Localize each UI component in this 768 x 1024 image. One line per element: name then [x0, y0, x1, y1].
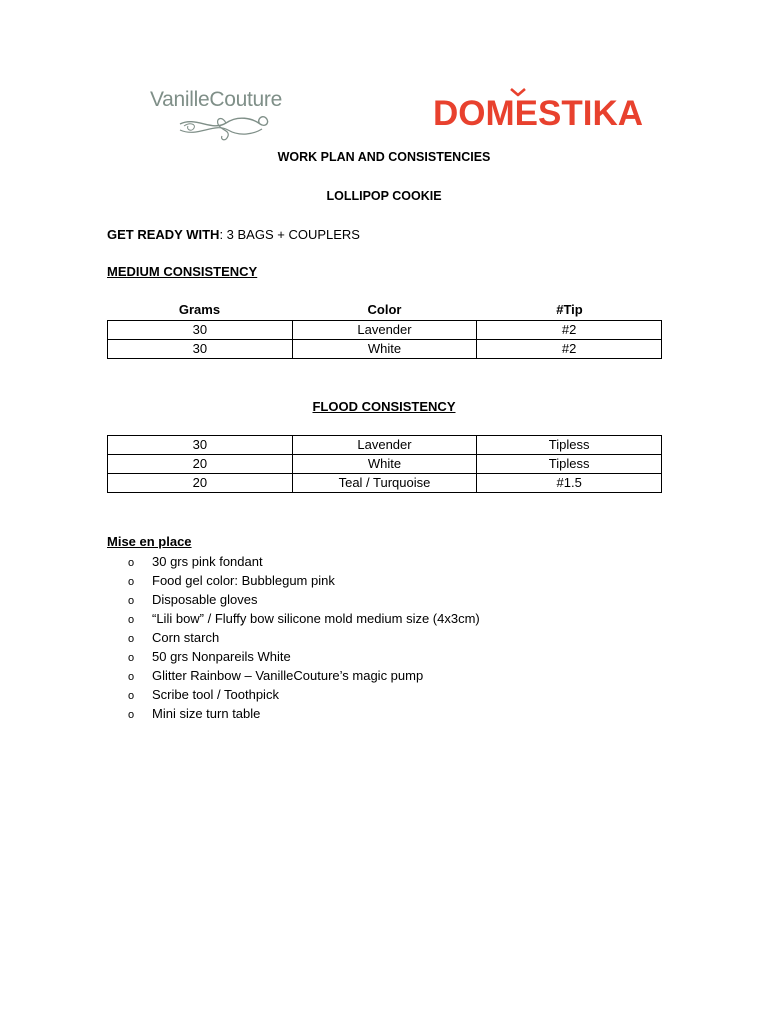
- flood-consistency-heading: FLOOD CONSISTENCY: [312, 399, 456, 414]
- grams-cell: 20: [108, 474, 293, 493]
- list-item: [128, 704, 480, 723]
- list-item-text: 50 grs Nonpareils White: [152, 649, 291, 664]
- grams-cell: 30: [108, 321, 293, 340]
- column-header-grams: Grams: [178, 302, 221, 317]
- page-title: WORK PLAN AND CONSISTENCIES: [277, 150, 491, 164]
- bullet-marker: o: [128, 652, 135, 664]
- mise-en-place-list: [128, 552, 480, 723]
- list-item-text: “Lili bow” / Fluffy bow silicone mold medium size (4x3cm): [152, 611, 480, 626]
- flood-consistency-table: [107, 435, 662, 493]
- domestika-logo: [433, 96, 643, 131]
- column-header-tip: #Tip: [556, 302, 583, 317]
- get-ready-line: [107, 227, 360, 242]
- get-ready-label: GET READY WITH: [107, 227, 220, 242]
- list-item: [128, 552, 480, 571]
- list-item-text: Mini size turn table: [152, 706, 261, 721]
- color-cell: Teal / Turquoise: [292, 474, 477, 493]
- vanille-couture-logo: [150, 88, 310, 148]
- page-subtitle: LOLLIPOP COOKIE: [326, 189, 442, 203]
- color-cell: Lavender: [292, 321, 477, 340]
- list-item: [128, 647, 480, 666]
- get-ready-value: : 3 BAGS + COUPLERS: [219, 227, 360, 242]
- mise-en-place-heading: Mise en place: [107, 534, 192, 549]
- tip-cell: #2: [477, 321, 662, 340]
- table-row: [108, 436, 662, 455]
- list-item-text: Food gel color: Bubblegum pink: [152, 573, 335, 588]
- column-header-color: Color: [367, 302, 402, 317]
- list-item-text: Glitter Rainbow – VanilleCouture’s magic pump: [152, 668, 424, 683]
- medium-consistency-table: [107, 320, 662, 359]
- bullet-marker: o: [128, 595, 135, 607]
- list-item: [128, 590, 480, 609]
- tip-cell: Tipless: [477, 455, 662, 474]
- color-cell: Lavender: [292, 436, 477, 455]
- vanille-couture-wordmark: VanilleCouture: [150, 88, 282, 111]
- domestika-wordmark: DOMESTIKA: [433, 94, 643, 133]
- domestika-accent-icon: [510, 88, 526, 97]
- grams-cell: 30: [108, 340, 293, 359]
- swirl-ornament-icon: [176, 110, 276, 146]
- bullet-marker: o: [128, 633, 135, 645]
- table-row: [108, 474, 662, 493]
- list-item: [128, 571, 480, 590]
- grams-cell: 20: [108, 455, 293, 474]
- list-item-text: 30 grs pink fondant: [152, 554, 263, 569]
- grams-cell: 30: [108, 436, 293, 455]
- list-item: [128, 628, 480, 647]
- color-cell: White: [292, 455, 477, 474]
- tip-cell: Tipless: [477, 436, 662, 455]
- table-row: [108, 455, 662, 474]
- bullet-marker: o: [128, 557, 135, 569]
- medium-consistency-heading: MEDIUM CONSISTENCY: [107, 264, 258, 279]
- list-item: [128, 685, 480, 704]
- tip-cell: #2: [477, 340, 662, 359]
- list-item-text: Scribe tool / Toothpick: [152, 687, 279, 702]
- bullet-marker: o: [128, 576, 135, 588]
- bullet-marker: o: [128, 690, 135, 702]
- list-item-text: Disposable gloves: [152, 592, 258, 607]
- list-item: [128, 609, 480, 628]
- tip-cell: #1.5: [477, 474, 662, 493]
- bullet-marker: o: [128, 709, 135, 721]
- list-item: [128, 666, 480, 685]
- bullet-marker: o: [128, 671, 135, 683]
- bullet-marker: o: [128, 614, 135, 626]
- color-cell: White: [292, 340, 477, 359]
- table-row: [108, 321, 662, 340]
- table-row: [108, 340, 662, 359]
- list-item-text: Corn starch: [152, 630, 220, 645]
